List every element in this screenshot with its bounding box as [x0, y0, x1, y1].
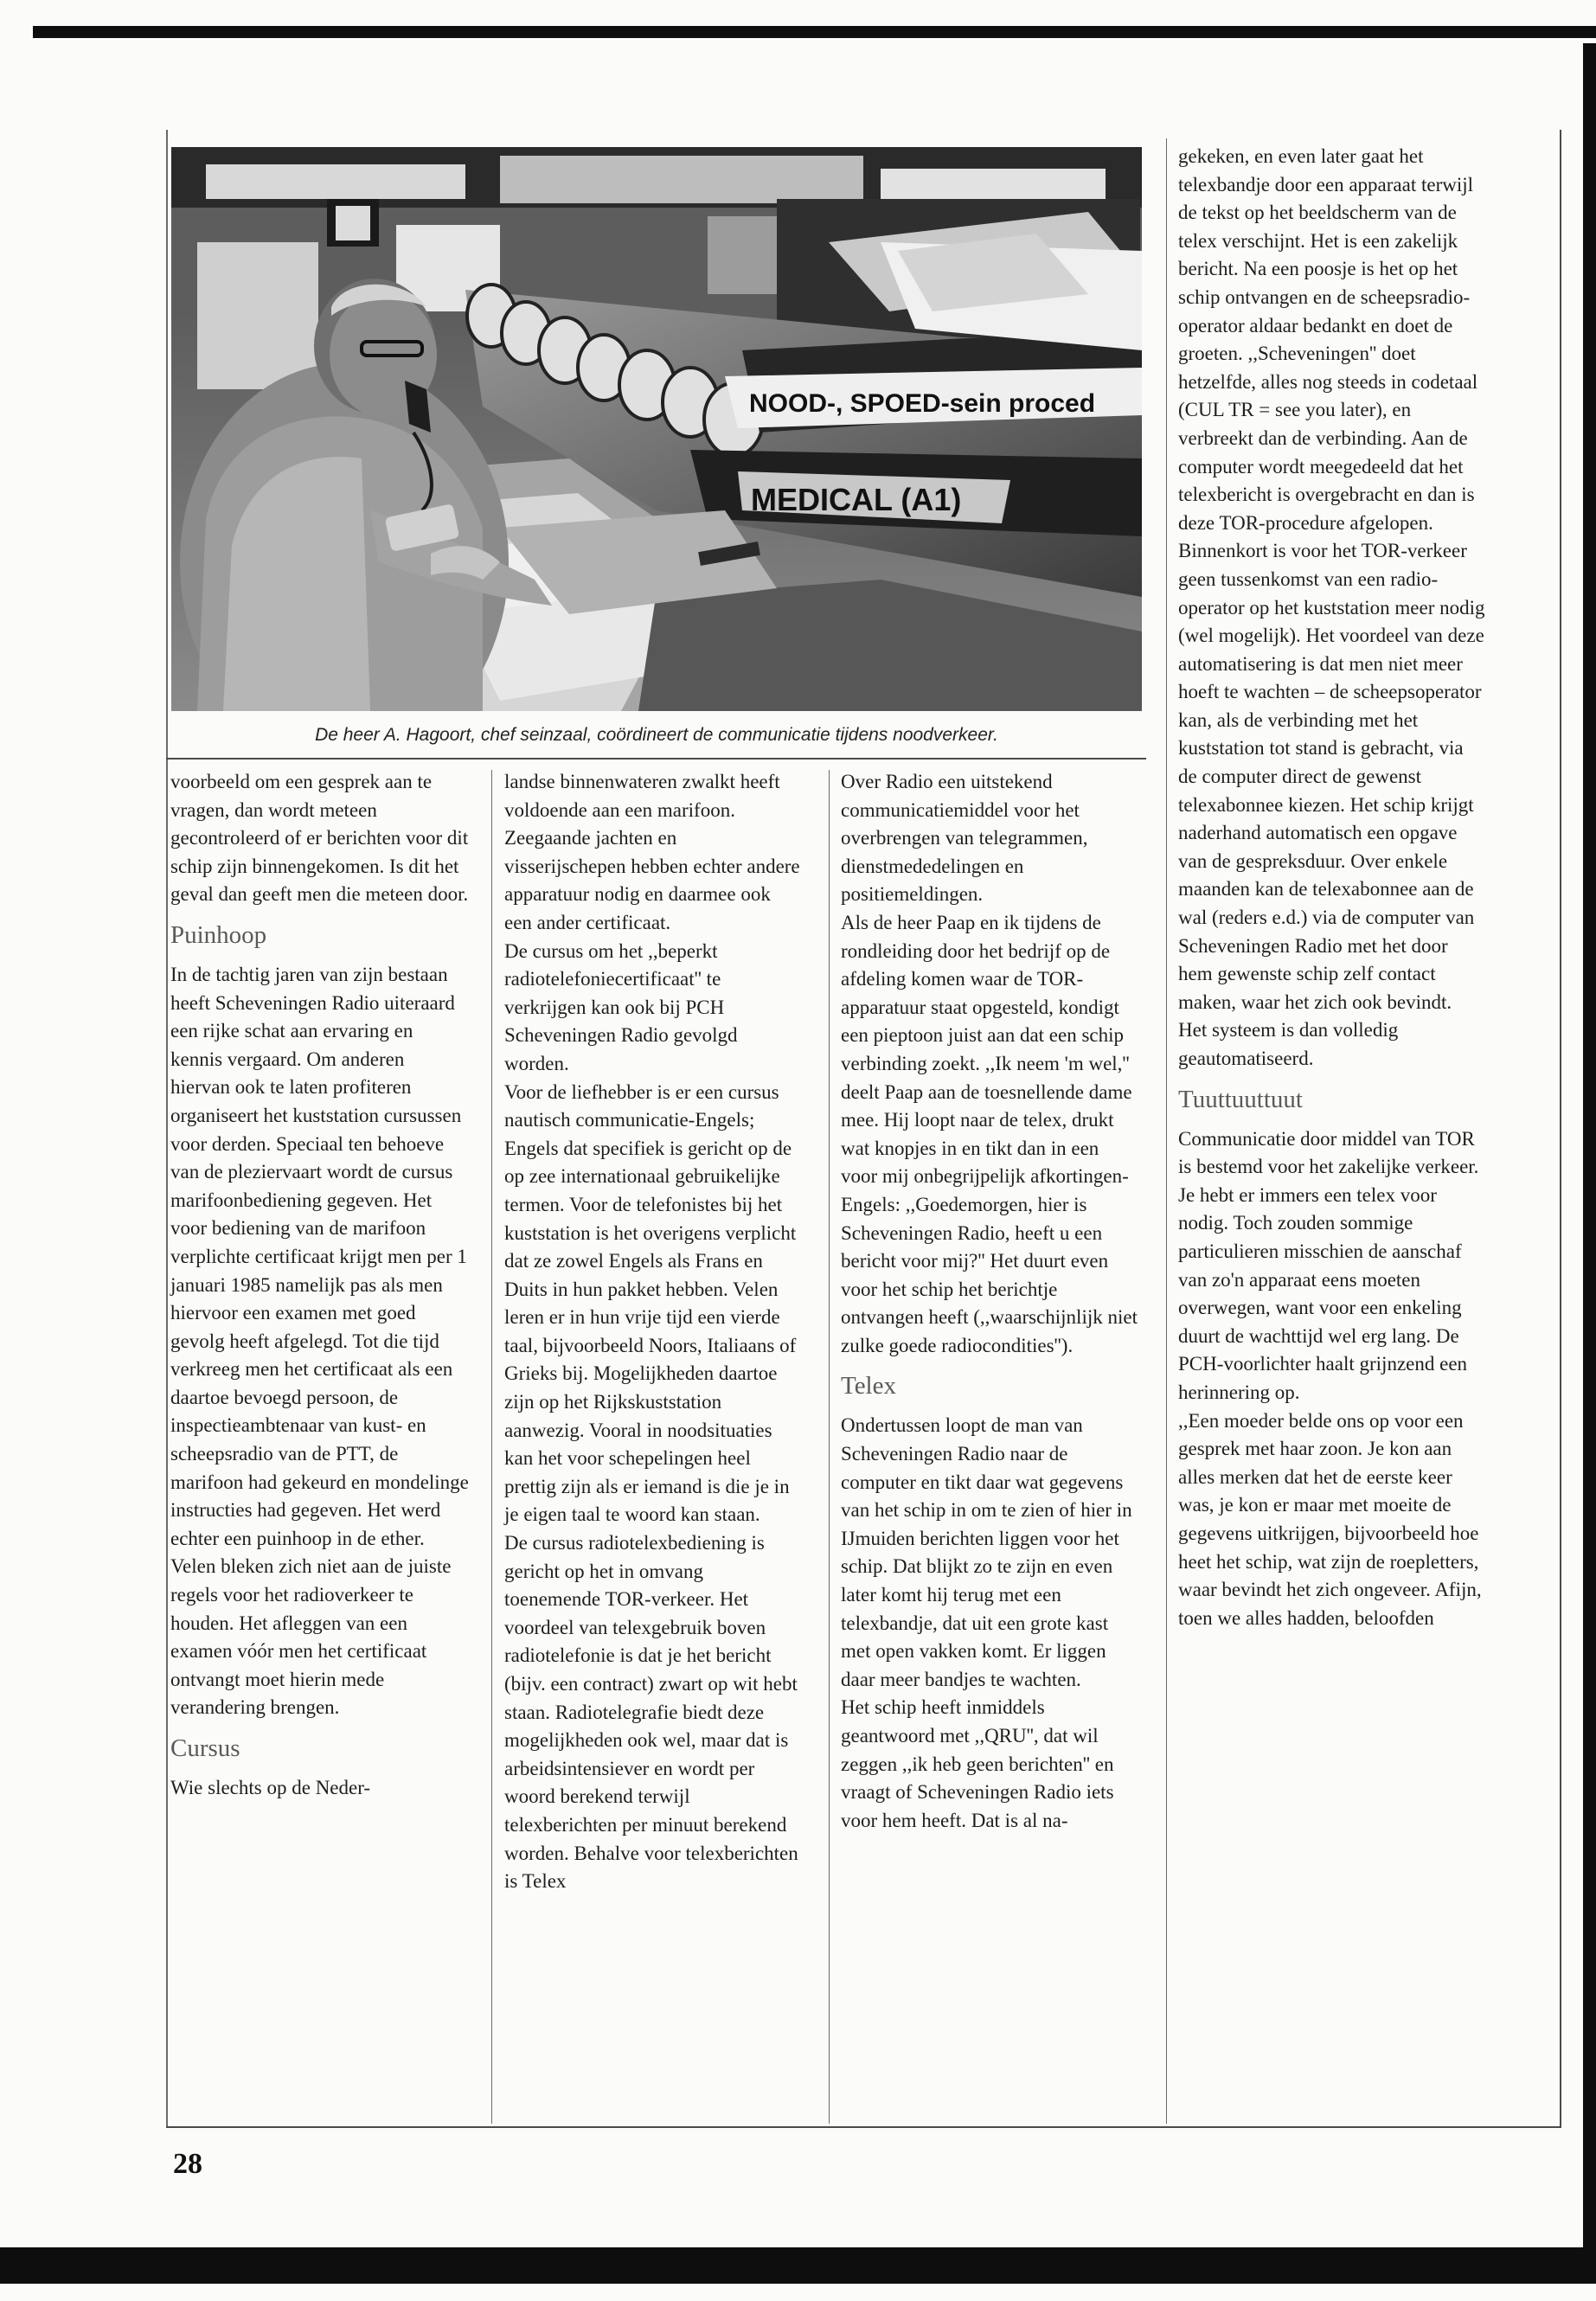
- column-4: [1178, 143, 1485, 1632]
- photo-caption: De heer A. Hagoort, chef seinzaal, coördineert de communicatie tijdens noodverkeer.: [315, 725, 998, 745]
- paragraph: ,,Een moeder belde ons op voor een gesprek met haar zoon. Je kon aan alles merken dat het de eerste keer was, je kon er maar met moeite de gegevens uitkrijgen, bijvoorbeeld hoe heet het schip, wat zijn de roepletters, waar bevindt het zich ongeveer. Afijn, toen we alles hadden, beloofden: [1178, 1409, 1482, 1629]
- paragraph: Communicatie door middel van TOR is bestemd voor het zakelijke verkeer. Je hebt er immers een telex voor nodig. Toch zouden sommige particulieren misschien de aanschaf van zo'n apparaat eens moeten overwegen, want voor een enkeling duurt de wachttijd wel erg lang. De PCH-voorlichter haalt grijnzend een herinnering op.: [1178, 1127, 1479, 1403]
- frame-bottom-line: [166, 2126, 1560, 2128]
- column-divider-3: [1166, 138, 1167, 2124]
- subheading-tuuttuuttuut: Tuuttuuttuut: [1178, 1085, 1303, 1113]
- paragraph: Over Radio een uitstekend communicatiemiddel voor het overbrengen van telegrammen, dienstmededelingen en positiemeldingen.: [841, 771, 1088, 906]
- column-divider-1: [491, 770, 492, 2124]
- frame-left-line: [166, 130, 168, 2128]
- paragraph: Voor de liefhebber is er een cursus nautisch communicatie-Engels; Engels dat specifiek is gericht op de op zee internationaal gebruikelijke termen. Voor de telefonistes bij het kuststation is het overigens verplicht dat ze zowel Engels als Frans en Duits in hun pakket hebben. Velen leren er in hun vrije tijd een vierde taal, bijvoorbeeld Noors, Italiaans of Grieks bij. Mogelijkheden daartoe zijn op het Rijkskuststation aanwezig. Vooral in noodsituaties kan het voor schepelingen heel prettig zijn als er iemand is die je in je eigen taal te woord kan staan.: [504, 1080, 797, 1526]
- paragraph: gekeken, en even later gaat het telexbandje door een apparaat terwijl de tekst op het beeldscherm van de telex verschijnt. Het is een zakelijk bericht. Na een poosje is het op het schip ontvangen en de scheepsradio-operator aldaar bedankt en doet de groeten. ,,Scheveningen'' doet hetzelfde, alles nog steeds in codetaal (CUL TR = see you later), en verbreekt dan de verbinding. Aan de computer wordt meegedeeld dat het telexbericht is overgebracht en dan is deze TOR-procedure afgelopen.: [1178, 145, 1478, 534]
- paragraph: In de tachtig jaren van zijn bestaan heeft Scheveningen Radio uiteraard een rijke schat aan ervaring en kennis vergaard. Om anderen hiervan ook te laten profiteren organiseert het kuststation cursussen voor derden. Speciaal ten behoeve van de pleziervaart wordt de cursus marifoonbediening gegeven. Het voor bediening van de marifoon verplichte certificaat krijgt men per 1 januari 1985 namelijk pas als men hiervoor een examen met goed gevolg heeft afgelegd. Tot die tijd verkreeg men het certificaat als een daartoe bevoegd persoon, de inspectieambtenaar van kust- en scheepsradio van de PTT, de marifoon had gekeurd en mondelinge instructies had gegeven. Het werd echter een puinhoop in de ether. Velen bleken zich niet aan de juiste regels voor het radioverkeer te houden. Het afleggen van een examen vóór men het certificaat ontvangt moet hierin mede verandering brengen.: [170, 963, 469, 1719]
- sign-medical: MEDICAL (A1): [751, 482, 962, 517]
- top-border-bar: [33, 26, 1596, 38]
- column-2: [504, 768, 803, 1896]
- caption-divider: [166, 758, 1146, 760]
- paragraph: Het schip heeft inmiddels geantwoord met ,,QRU'', dat wil zeggen ,,ik heb geen berichten'' en vraagt of Scheveningen Radio iets voor hem heeft. Dat is al na-: [841, 1696, 1114, 1831]
- paragraph: Binnenkort is voor het TOR-verkeer geen tussenkomst van een radio-operator op het kuststation meer nodig (wel mogelijk). Het voordeel van deze automatisering is dat men niet meer hoeft te wachten – de scheepsoperator kan, als de verbinding met het kuststation tot stand is gebracht, via de computer direct de gewenst telexabonnee kiezen. Het schip krijgt naderhand automatisch een opgave van de gespreksduur. Over enkele maanden kan de telexabonnee aan de wal (reders e.d.) via de computer van Scheveningen Radio met het door hem gewenste schip zelf contact maken, waar het zich ook bevindt. Het systeem is dan volledig geautomatiseerd.: [1178, 540, 1485, 1069]
- sign-nood-spoed: NOOD-, SPOED-sein proced: [749, 389, 1096, 418]
- paragraph: De cursus radiotelexbediening is gericht op het in omvang toenemende TOR-verkeer. Het voordeel van telexgebruik boven radiotelefonie is dat je het bericht (bijv. een contract) zwart op wit hebt staan. Radiotelegrafie biedt deze mogelijkheden ook wel, maar dat is arbeidsintensiever en wordt per woord berekend terwijl telexberichten per minuut berekend worden. Behalve voor telexberichten is Telex: [504, 1532, 798, 1893]
- right-border-bar: [1583, 43, 1596, 2258]
- paragraph: Ondertussen loopt de man van Scheveningen Radio naar de computer en tikt daar wat gegevens van het schip in om te zien of hier in IJmuiden berichten liggen voor het schip. Dat blijkt zo te zijn en even later komt hij terug met een telexbandje, dat uit een grote kast met open vakken komt. Er liggen daar meer bandjes te wachten.: [841, 1414, 1132, 1690]
- bottom-border-bar: [0, 2247, 1596, 2284]
- article-photo: [171, 147, 1142, 711]
- subheading-telex: Telex: [841, 1372, 896, 1400]
- column-3: [841, 768, 1139, 1835]
- paragraph: landse binnenwateren zwalkt heeft voldoende aan een marifoon. Zeegaande jachten en visserijschepen hebben echter andere apparatuur nodig en daarmee ook een ander certificaat.: [504, 771, 800, 933]
- control-room-image: [171, 147, 1142, 711]
- column-divider-2: [829, 770, 830, 2124]
- paragraph: De cursus om het ,,beperkt radiotelefoniecertificaat'' te verkrijgen kan ook bij PCH Scheveningen Radio gevolgd worden.: [504, 939, 738, 1074]
- subheading-cursus: Cursus: [170, 1734, 240, 1762]
- page-number: 28: [173, 2148, 202, 2180]
- subheading-puinhoop: Puinhoop: [170, 920, 267, 949]
- frame-right-line: [1560, 130, 1561, 2128]
- paragraph: Als de heer Paap en ik tijdens de rondleiding door het bedrijf op de afdeling komen waar de TOR-apparatuur staat opgesteld, kondigt een pieptoon juist aan dat een schip verbinding zoekt. ,,Ik neem 'm wel,'' deelt Paap aan de toesnellende dame mee. Hij loopt naar de telex, drukt wat knopjes in en tikt dan in een voor mij onbegrijpelijk afkortingen-Engels: ,,Goedemorgen, hier is Scheveningen Radio, heeft u een bericht voor mij?'' Het duurt even voor het schip het berichtje ontvangen heeft (,,waarschijnlijk niet zulke goede radiocondities'').: [841, 911, 1138, 1356]
- paragraph: Wie slechts op de Neder-: [170, 1777, 371, 1798]
- column-1: [170, 768, 469, 1803]
- paragraph: voorbeeld om een gesprek aan te vragen, dan wordt meteen gecontroleerd of er berichten voor dit schip zijn binnengekomen. Is dit het geval dan geeft men die meteen door.: [170, 771, 469, 906]
